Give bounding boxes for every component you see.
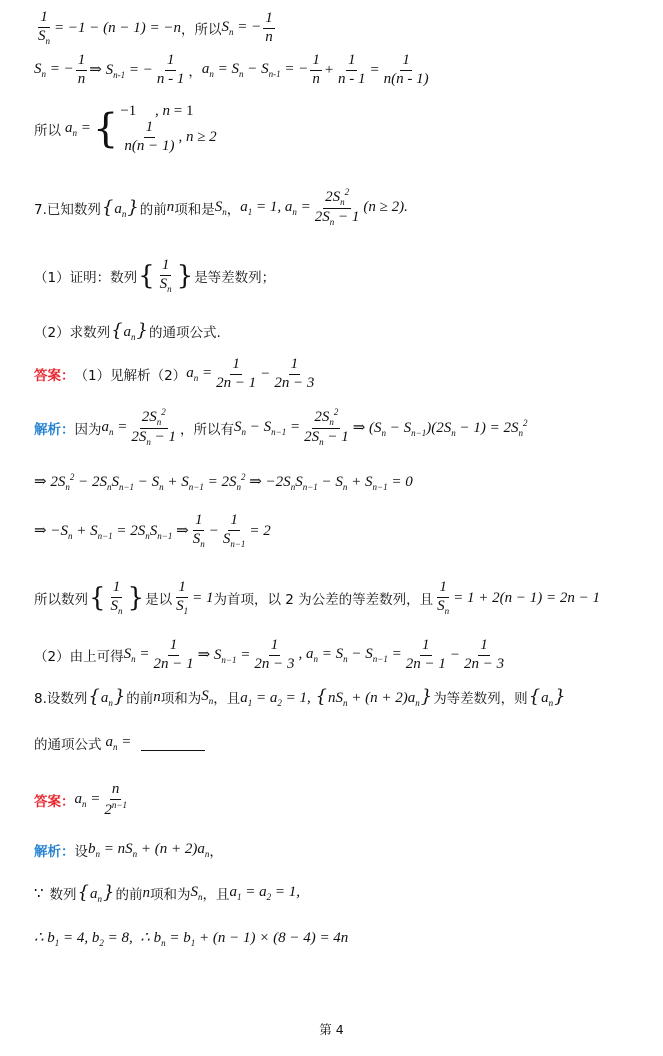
text-suoyi: ，所以 (181, 22, 222, 39)
analysis-7-part2: （2）由上可得 (34, 649, 124, 666)
analysis-label: 解析： (34, 421, 75, 438)
q8-mid2: 项和为 (160, 691, 202, 707)
answer-8-label: 答案： (34, 794, 75, 811)
q7-part2: （2）求数列 $\{a_n\}$ 的通项公式. (34, 320, 221, 342)
q7-part1-text: （1）证明：数列 (34, 270, 138, 287)
analysis-7-b: ，所以有 (180, 421, 234, 438)
answer-7: 答案： （1）见解析（2） $a_n$ = $\frac{1}{2n - 1}$ − $\frac{1}{2n - 3}$ (34, 356, 315, 391)
q8-mid4: 为等差数列，则 (433, 691, 528, 707)
question-7: 7.已知数列 $\{a_n\}$ 的前 n 项和是 $S_n$ ， $a_1 = 1$, $a_n$ = $\frac{2S_n^2}{2S_n - 1}$ (n ≥ 2). (34, 187, 408, 228)
question-8: 8.设数列 $\{a_n\}$ 的前 n 项和为 $S_n$ ，且 $a_1 = a_2 = 1$, $\{nS_n + (n + 2)a_n\}$ 为等差数列，则 $\{a_n\}$ (34, 686, 566, 708)
analysis-8-because3: 项和为 (149, 887, 191, 903)
q7-part1-text-b: 是等差数列； (194, 270, 276, 287)
analysis-8-because4: ，且 (202, 887, 230, 903)
analysis-8-she: 设 (74, 844, 88, 860)
analysis-8-label: 解析： (34, 844, 75, 860)
eq-line-1: $\frac{1}{S_n}$ = −1 − (n − 1) = −n ，所以 $S_n$ = − $\frac{1}{n}$ (38, 9, 273, 46)
analysis-7-suoyi: 所以数列 (34, 592, 88, 609)
analysis-7-shouxiang: 为首项，以 2 为公差的等差数列，且 (213, 592, 434, 609)
analysis-7-line1: 解析： 因为 $a_n$ = $\frac{2S_n^2}{2S_n - 1}$ ，所以有 $S_n - S_{n-1}$ = $\frac{2S_n^2}{2S_n - 1}$ ⇒ $(S_n - S_{n-1})(2S_n - 1) = 2S_n^2$ (34, 407, 528, 448)
q8-mid3: ，且 (213, 691, 241, 707)
analysis-8-line2: ∵ 数列 $\{a_n\}$ 的前 n 项和为 $S_n$ ，且 $a_1 = a_2 = 1$, (34, 882, 300, 904)
analysis-7-line5: （2）由上可得 $S_n$ = $\frac{1}{2n - 1}$ ⇒ $S_{n-1}$ = $\frac{1}{2n - 3}$ , $a_n = S_n - S_{n-1}$ = $\frac{1}{2n - 1}$ − $\frac{1}{2n - 3}$ (34, 637, 505, 672)
question-8-line2: 的通项公式 $a_n$ = (34, 733, 205, 753)
analysis-7-a: 因为 (74, 421, 102, 438)
q8-prefix: 8.设数列 (34, 691, 88, 707)
eq-piecewise: 所以 $a_n$ = { −1 , n = 1 $\frac{1}{n(n - 1)}$ , n ≥ 2 (34, 103, 217, 154)
analysis-8-because2: 的前 (115, 887, 143, 903)
analysis-7-line3: ⇒ $-S_n + S_{n-1} = 2S_nS_{n-1}$ ⇒ $\frac{1}{S_n}$ − $\frac{1}{S_{n-1}}$ = 2 (34, 512, 271, 549)
answer-8: 答案： $a_n$ = $\frac{n}{2^{n-1}}$ (34, 781, 127, 818)
q7-mid2: 项和是 (174, 201, 215, 218)
analysis-8-line1: 解析： 设 $b_n = nS_n + (n + 2)a_n$ ， (34, 841, 223, 860)
analysis-7-shiyi: 是以 (145, 592, 173, 609)
q7-prefix: 7.已知数列 (34, 201, 101, 218)
analysis-8-line3: ∴ $b_1 = 4$, $b_2 = 8$, ∴ $b_n = b_1 + (n - 1) \times (8 - 4) = 4n$ (34, 930, 349, 948)
analysis-7-line4: 所以数列 { $\frac{1}{S_n}$ } 是以 $\frac{1}{S_1}$ = 1 为首项，以 2 为公差的等差数列，且 $\frac{1}{S_n}$ = 1 + 2(n − 1) = 2n − 1 (34, 579, 600, 616)
answer-7-text: （1）见解析（2） (74, 368, 187, 385)
answer-blank[interactable] (141, 736, 205, 751)
q8-line2-text: 的通项公式 (34, 737, 102, 753)
q8-mid: 的前 (126, 691, 154, 707)
q7-part2-text-b: 的通项公式. (149, 325, 221, 341)
q7-part2-text: （2）求数列 (34, 325, 111, 341)
q7-mid: 的前 (139, 201, 167, 218)
analysis-7-line2: ⇒ $2S_n^2 - 2S_nS_{n-1} - S_n + S_{n-1} = 2S_n^2$ ⇒ $-2S_nS_{n-1} - S_n + S_{n-1} = 0$ (34, 472, 413, 492)
page-footer: 第 4 (319, 1022, 344, 1037)
text-suoyi-2: 所以 (34, 122, 61, 139)
answer-label: 答案： (34, 368, 75, 385)
eq-line-2: $S_n$ = − $\frac{1}{n}$ ⇒ $S_{n-1}$ = − $\frac{1}{n - 1}$ ， $a_n = S_n - S_{n-1}$ = − $\frac{1}{n}$ + $\frac{1}{n - 1}$ = $\frac{1}{n(n - 1)}$ (34, 52, 429, 87)
q7-part1: （1）证明：数列 { $\frac{1}{S_n}$ } 是等差数列； (34, 257, 276, 294)
analysis-8-because: 数列 (49, 887, 77, 903)
